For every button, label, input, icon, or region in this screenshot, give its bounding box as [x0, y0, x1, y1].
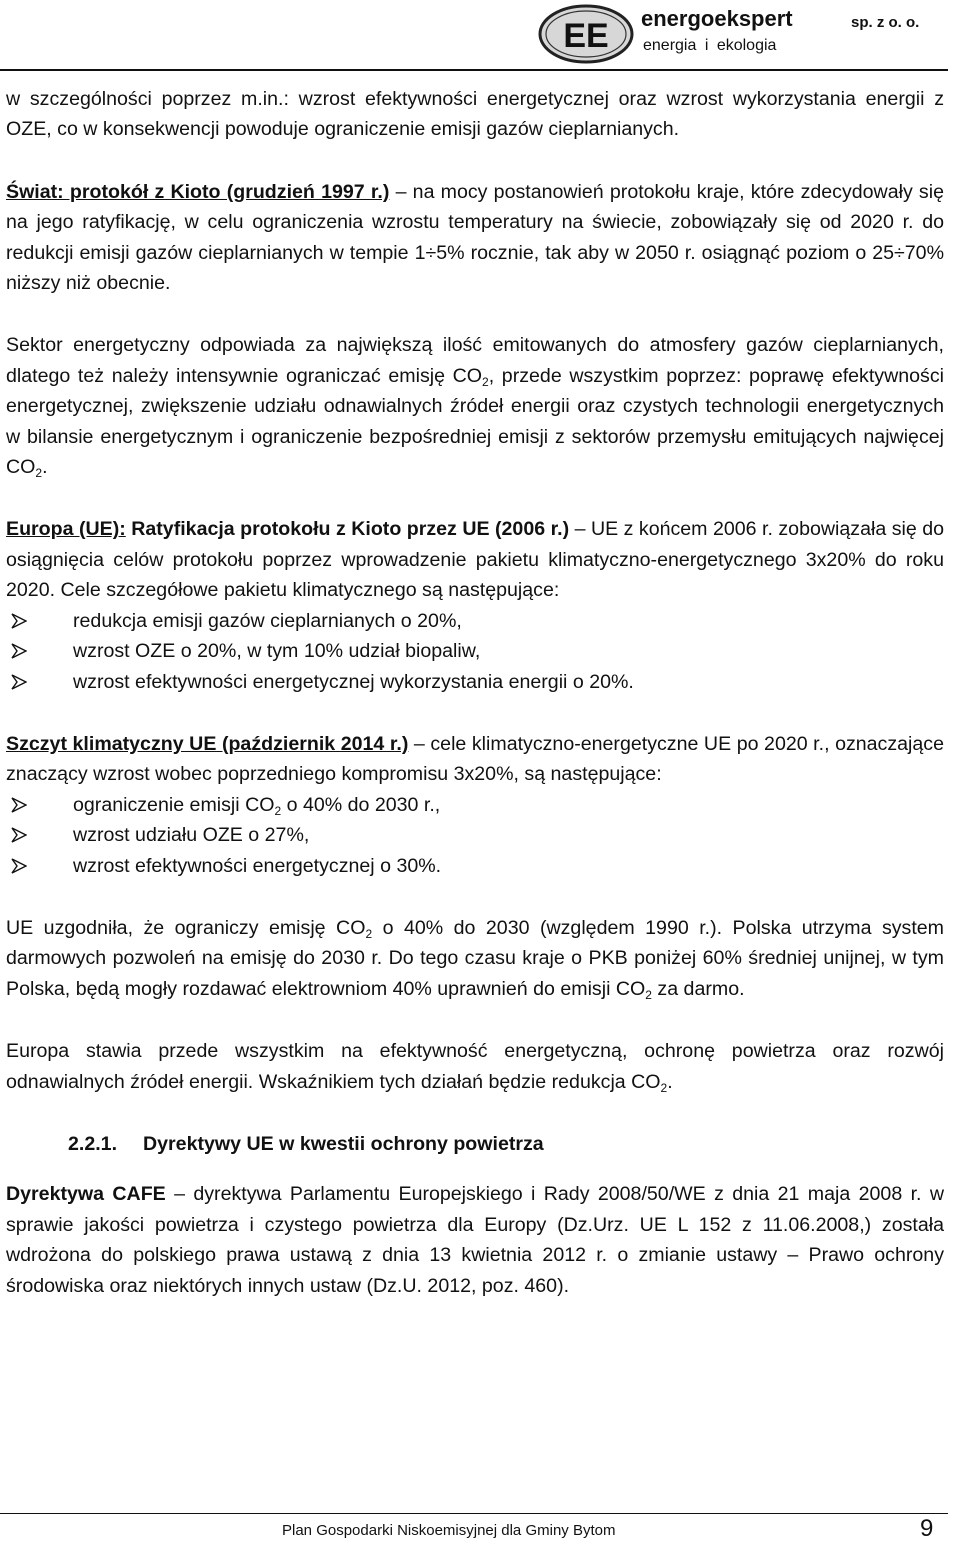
- eu-heading-label: Europa (UE):: [6, 518, 126, 541]
- summit-goals-list: [6, 790, 944, 881]
- paragraph-europe-focus: [6, 1036, 944, 1097]
- summit-heading: Szczyt klimatyczny UE (październik 2014 r.): [6, 732, 409, 755]
- subscript: 2: [660, 1080, 668, 1095]
- list-item: [6, 790, 944, 820]
- arrow-bullet-icon: [11, 797, 27, 813]
- list-item-text: o 40% do 2030 r.,: [281, 793, 441, 816]
- arrow-bullet-icon: [11, 858, 27, 874]
- subscript: 2: [274, 803, 282, 818]
- section-title: Dyrektywy UE w kwestii ochrony powietrza: [143, 1132, 544, 1155]
- section-number: 2.2.1.: [68, 1132, 118, 1155]
- paragraph-text: UE uzgodniła, że ograniczy emisję CO: [6, 916, 366, 939]
- page-number: 9: [920, 1515, 934, 1542]
- header-divider: [0, 69, 948, 71]
- paragraph-text: .: [42, 456, 48, 479]
- paragraph-intro: [6, 84, 944, 145]
- footer-divider: [0, 1513, 948, 1514]
- paragraph-summit: [6, 729, 944, 790]
- cafe-heading: Dyrektywa CAFE: [6, 1183, 166, 1206]
- paragraph-text: – dyrektywa Parlamentu Europejskiego i Rady 2008/50/WE z dnia 21 maja 2008 r. w sprawie jakości powietrza i czystego powietrza dla Europy (Dz.Urz. UE L 152 z 11.06.2008,) została wdrożona do polskiego prawa ustawą z dnia 13 kwietnia 2012 r. o zmianie ustawy – Prawo ochrony środowiska oraz niektórych innych ustaw (Dz.U. 2012, poz. 460).: [6, 1183, 944, 1297]
- list-item-text: wzrost efektywności energetycznej wykorzystania energii o 20%.: [73, 670, 634, 693]
- section-heading: [6, 1129, 944, 1159]
- paragraph-text: Sektor energetyczny odpowiada za największą ilość emitowanych do atmosfery gazów cieplarnianych, dlatego też należy intensywnie ograniczać emisję CO: [6, 334, 944, 387]
- list-item: [6, 636, 944, 666]
- list-item: [6, 851, 944, 881]
- paragraph-text: o 40% do 2030 (względem 1990 r.). Polska utrzyma system darmowych pozwoleń na emisję do 2030 r. Do tego czasu kraje o PKB poniżej 60% średniej unijnej, w tym Polska, będą mogły rozdawać elektrowniom 40% uprawnień do emisji CO: [6, 916, 944, 1000]
- arrow-bullet-icon: [11, 613, 27, 629]
- arrow-bullet-icon: [11, 643, 27, 659]
- list-item-text: ograniczenie emisji CO: [73, 793, 275, 816]
- paragraph-text: , przede wszystkim poprzez: poprawę efektywności energetycznej, zwiększenie udziału odnawialnych źródeł energii oraz czystych technologii energetycznych w bilansie energetycznym i ograniczenie bezpośredniej emisji z sektorów przemysłu emitujących najwięcej CO: [6, 364, 944, 479]
- subscript: 2: [482, 374, 489, 389]
- footer-title: Plan Gospodarki Niskoemisyjnej dla Gminy Bytom: [282, 1522, 616, 1539]
- paragraph-text: w szczególności poprzez m.in.: wzrost efektywności energetycznej oraz wzrost wykorzystania energii z OZE, co w konsekwencji powoduje ograniczenie emisji gazów cieplarnianych.: [6, 88, 944, 141]
- list-item: [6, 606, 944, 636]
- paragraph-text: – cele klimatyczno-energetyczne UE po 2020 r., oznaczające znaczący wzrost wobec poprzedniego kompromisu 3x20%, są następujące:: [6, 732, 944, 786]
- paragraph-text: – na mocy postanowień protokołu kraje, które zdecydowały się na jego ratyfikację, w celu ograniczenia wzrostu temperatury na świecie, zobowiązały się od 2020 r. do redukcji emisji gazów cieplarnianych w tempie 1÷5% rocznie, tak aby w 2050 r. osiągnąć poziom o 25÷70% niższy niż obecnie.: [6, 180, 944, 295]
- list-item: [6, 667, 944, 697]
- list-item-text: wzrost udziału OZE o 27%,: [73, 824, 310, 847]
- paragraph-text: za darmo.: [651, 977, 745, 1000]
- subscript: 2: [645, 987, 652, 1002]
- arrow-bullet-icon: [11, 827, 27, 843]
- page-header: [0, 0, 960, 72]
- brand-suffix: sp. z o. o.: [851, 14, 920, 31]
- list-item-text: wzrost OZE o 20%, w tym 10% udział biopaliw,: [73, 640, 481, 663]
- paragraph-eu: [6, 514, 944, 605]
- subscript: 2: [365, 926, 373, 941]
- paragraph-eu-agreement: [6, 913, 944, 1004]
- document-body: [6, 84, 944, 1333]
- logo-text: EE: [563, 17, 609, 55]
- subscript: 2: [35, 466, 43, 481]
- paragraph-text: .: [667, 1070, 673, 1093]
- list-item-text: wzrost efektywności energetycznej o 30%.: [73, 854, 442, 877]
- paragraph-text: Europa stawia przede wszystkim na efektywność energetyczną, ochronę powietrza oraz rozwój odnawialnych źródeł energii. Wskaźnikiem tych działań będzie redukcja CO: [6, 1040, 944, 1093]
- paragraph-cafe: [6, 1179, 944, 1301]
- kyoto-heading: Świat: protokół z Kioto (grudzień 1997 r.): [6, 180, 390, 203]
- paragraph-kyoto: [6, 177, 944, 299]
- eu-heading-text: Ratyfikacja protokołu z Kioto przez UE (2006 r.): [125, 518, 570, 541]
- brand-tagline: energia i ekologia: [643, 37, 777, 54]
- arrow-bullet-icon: [11, 674, 27, 690]
- paragraph-text: – UE z końcem 2006 r. zobowiązała się do osiągnięcia celów protokołu poprzez wprowadzenie pakietu klimatyczno-energetycznego 3x20% do roku 2020. Cele szczegółowe pakietu klimatycznego są następujące:: [6, 518, 944, 602]
- brand-name: energoekspert: [641, 6, 793, 31]
- list-item-text: redukcja emisji gazów cieplarnianych o 20%,: [73, 609, 462, 632]
- list-item: [6, 820, 944, 850]
- eu-goals-list: [6, 606, 944, 697]
- energoekspert-logo: [538, 4, 634, 64]
- paragraph-energy-sector: [6, 330, 944, 482]
